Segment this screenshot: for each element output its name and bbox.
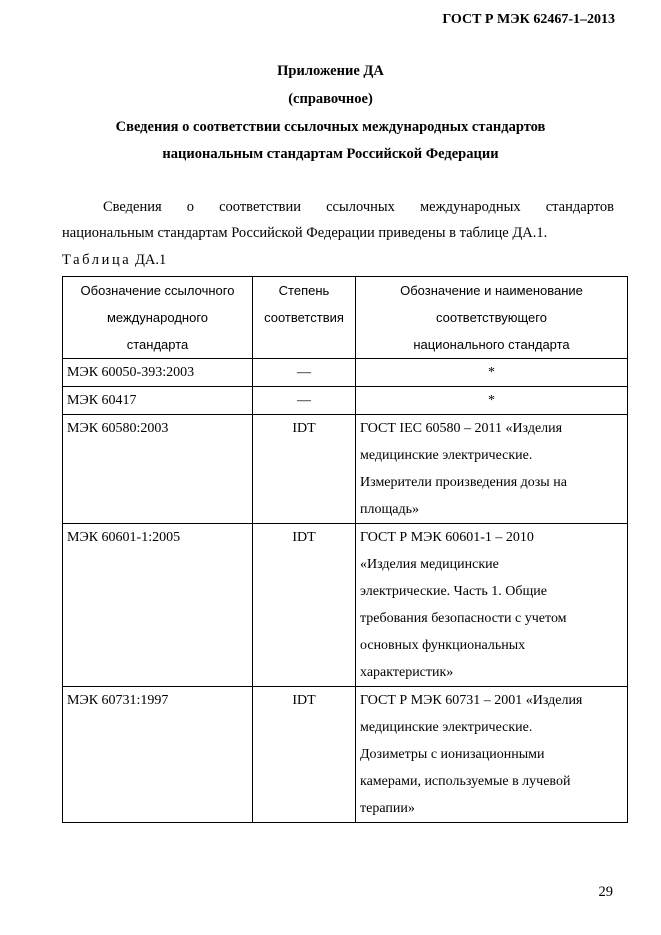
national-cell	[356, 524, 628, 687]
national-line: *	[488, 365, 495, 380]
national-line: ГОСТ IEC 60580 – 2011 «Изделия	[360, 421, 563, 436]
table-row	[63, 687, 628, 823]
page-number: 29	[598, 884, 613, 900]
header-national-line: Обозначение и наименование	[400, 283, 583, 298]
table-row	[63, 387, 628, 415]
header-reference-line: международного	[106, 310, 209, 325]
national-line: ГОСТ Р МЭК 60731 – 2001 «Изделия	[360, 693, 583, 708]
table-caption-number: ДА.1	[134, 252, 167, 268]
reference-cell: МЭК 60417	[63, 387, 253, 415]
annex-title: Приложение ДА	[277, 63, 384, 79]
header-degree-line: Степень	[278, 283, 330, 298]
header-degree-line: соответствия	[264, 310, 344, 325]
national-line: Измерители произведения дозы на	[360, 475, 567, 490]
table-row	[63, 359, 628, 387]
header-reference-line: стандарта	[126, 337, 189, 352]
national-line: медицинские электрические.	[360, 720, 533, 735]
table-row	[63, 415, 628, 524]
reference-cell: МЭК 60731:1997	[63, 687, 253, 823]
national-line: площадь»	[360, 502, 419, 517]
national-line: камерами, используемые в лучевой	[360, 774, 571, 789]
degree-cell: IDT	[253, 415, 356, 524]
intro-paragraph-line-1: Сведения о соответствии ссылочных международных стандартов	[103, 199, 614, 215]
national-line: характеристик»	[360, 665, 454, 680]
annex-heading-line-2: национальным стандартам Российской Федерации	[162, 146, 499, 162]
degree-cell: IDT	[253, 524, 356, 687]
annex-subtitle: (справочное)	[288, 91, 373, 107]
national-line: Дозиметры с ионизационными	[360, 747, 545, 762]
header-reference-standard	[63, 277, 253, 359]
header-reference-line: Обозначение ссылочного	[80, 283, 235, 298]
national-cell	[356, 415, 628, 524]
national-cell	[356, 387, 628, 415]
reference-cell: МЭК 60601-1:2005	[63, 524, 253, 687]
reference-cell: МЭК 60050-393:2003	[63, 359, 253, 387]
intro-paragraph-line-2: национальным стандартам Российской Федерации приведены в таблице ДА.1.	[62, 225, 548, 241]
header-national-line: национального стандарта	[413, 337, 570, 352]
national-line: «Изделия медицинские	[360, 557, 499, 572]
reference-cell: МЭК 60580:2003	[63, 415, 253, 524]
header-national-line: соответствующего	[436, 310, 547, 325]
national-line: *	[488, 393, 495, 408]
degree-cell: —	[253, 359, 356, 387]
national-line: электрические. Часть 1. Общие	[360, 584, 547, 599]
national-cell	[356, 359, 628, 387]
national-line: ГОСТ Р МЭК 60601-1 – 2010	[360, 530, 534, 545]
national-cell	[356, 687, 628, 823]
national-line: медицинские электрические.	[360, 448, 533, 463]
table-caption	[62, 252, 166, 269]
national-line: основных функциональных	[360, 638, 526, 653]
header-degree	[253, 277, 356, 359]
annex-heading-line-1: Сведения о соответствии ссылочных международных стандартов	[115, 119, 546, 135]
document-code: ГОСТ Р МЭК 62467-1–2013	[442, 12, 615, 27]
table-caption-word: Таблица	[62, 252, 132, 268]
table-header-row	[63, 277, 628, 359]
national-line: требования безопасности с учетом	[360, 611, 567, 626]
header-national-standard	[356, 277, 628, 359]
national-line: терапии»	[360, 801, 415, 816]
table-row	[63, 524, 628, 687]
correspondence-table	[62, 276, 628, 823]
degree-cell: —	[253, 387, 356, 415]
degree-cell: IDT	[253, 687, 356, 823]
